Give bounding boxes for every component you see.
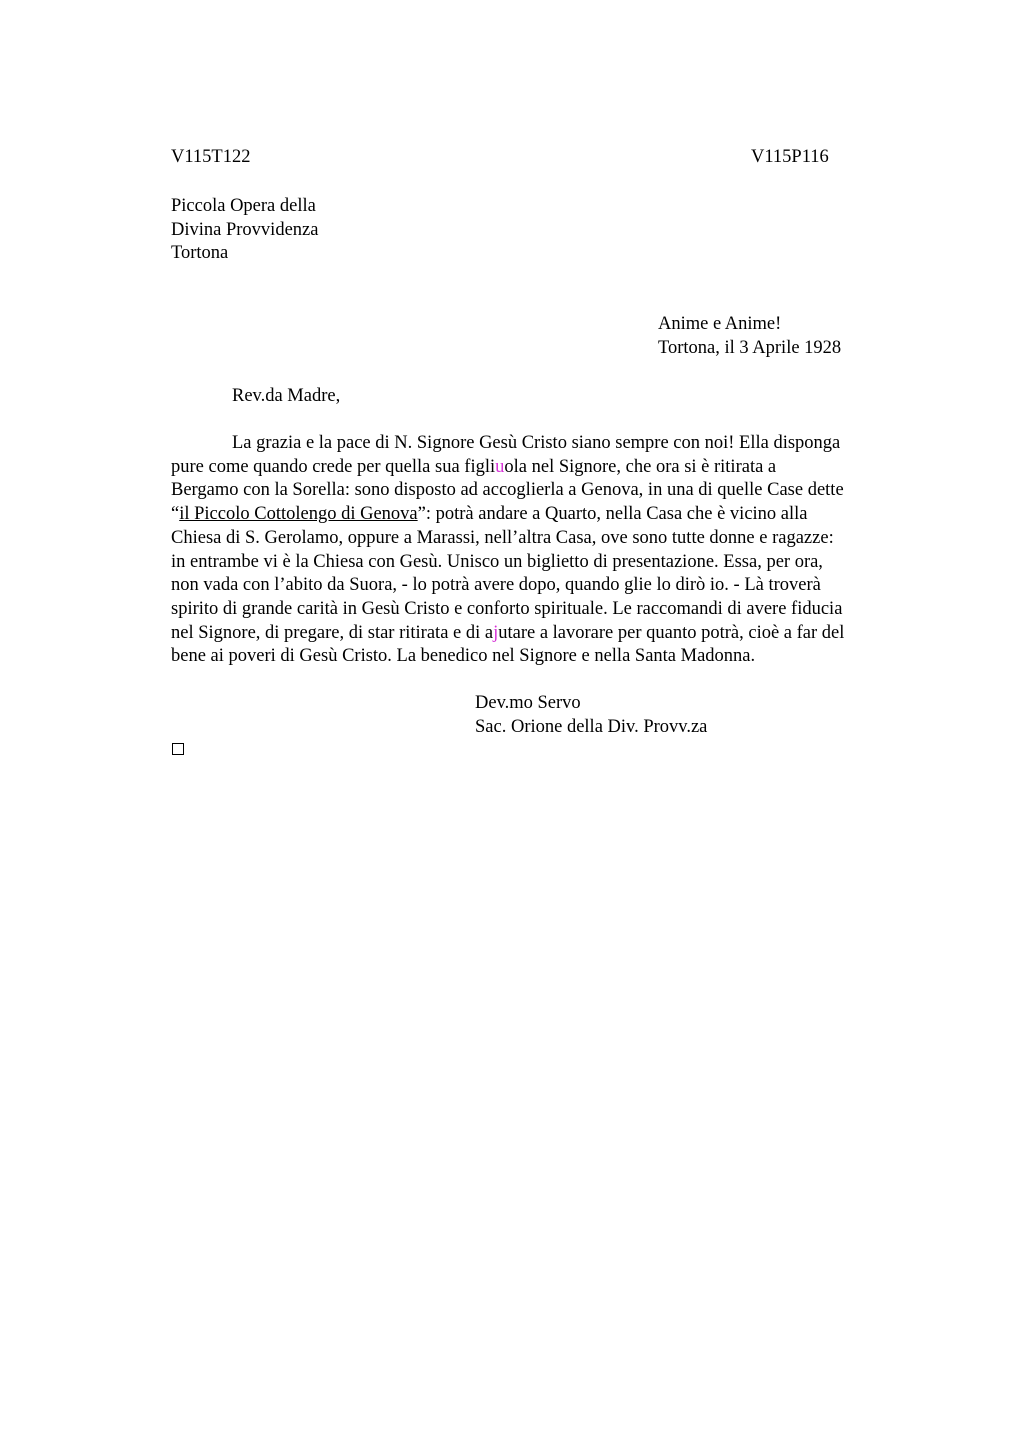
letter-body bbox=[171, 432, 931, 669]
body-line-9 bbox=[171, 622, 931, 646]
organization-line-3: Tortona bbox=[171, 243, 229, 264]
body-line-2-start: pure come quando crede per quella sua figli bbox=[171, 456, 496, 477]
body-line-1: La grazia e la pace di N. Signore Gesù Cristo siano sempre con noi! Ella disponga bbox=[232, 433, 841, 453]
organization-line-2: Divina Provvidenza bbox=[171, 219, 319, 240]
body-line-5: Chiesa di S. Gerolamo, oppure a Marassi, nell’altra Casa, ove sono tutte donne e ragazze: bbox=[171, 527, 834, 548]
signer: Sac. Orione della Div. Provv.za bbox=[475, 716, 708, 737]
body-line-4-end: ”: potrà andare a Quarto, nella Casa che è vicino alla bbox=[417, 504, 808, 525]
body-line-6: in entrambe vi è la Chiesa con Gesù. Unisco un biglietto di presentazione. Essa, per ora, bbox=[171, 551, 823, 572]
signature-block bbox=[475, 692, 707, 739]
place-date: Tortona, il 3 Aprile 1928 bbox=[658, 337, 842, 358]
closing: Dev.mo Servo bbox=[475, 693, 581, 713]
body-line-9-start: nel Signore, di pregare, di star ritirata e di a bbox=[171, 622, 494, 643]
highlighted-correction: j bbox=[493, 622, 499, 643]
body-line-2-end: ola nel Signore, che ora si è ritirata a bbox=[504, 456, 777, 477]
motto-and-date bbox=[658, 313, 841, 360]
document-code-left: V115T122 bbox=[171, 147, 251, 167]
motto: Anime e Anime! bbox=[658, 314, 782, 334]
organization-header bbox=[171, 195, 318, 266]
salutation: Rev.da Madre, bbox=[232, 386, 341, 406]
underlined-title: il Piccolo Cottolengo di Genova bbox=[179, 504, 418, 525]
body-line-7: non vada con l’abito da Suora, - lo potrà avere dopo, quando glie lo dirò io. - Là troverà bbox=[171, 575, 821, 596]
body-line-8: spirito di grande carità in Gesù Cristo e conforto spirituale. Le raccomandi di avere fiducia bbox=[171, 598, 843, 619]
opening-quote: “ bbox=[171, 504, 180, 525]
highlighted-correction: u bbox=[495, 456, 505, 477]
body-line-4 bbox=[171, 503, 931, 527]
body-line-3: Bergamo con la Sorella: sono disposto ad accoglierla a Genova, in una di quelle Case dette bbox=[171, 480, 844, 501]
body-line-9-end: utare a lavorare per quanto potrà, cioè a far del bbox=[498, 622, 845, 643]
organization-line-1: Piccola Opera della bbox=[171, 196, 316, 216]
document-code-right: V115P116 bbox=[751, 147, 829, 167]
checkbox-square-icon bbox=[172, 743, 184, 755]
body-line-2 bbox=[171, 456, 931, 480]
body-line-10: bene ai poveri di Gesù Cristo. La benedico nel Signore e nella Santa Madonna. bbox=[171, 646, 756, 667]
